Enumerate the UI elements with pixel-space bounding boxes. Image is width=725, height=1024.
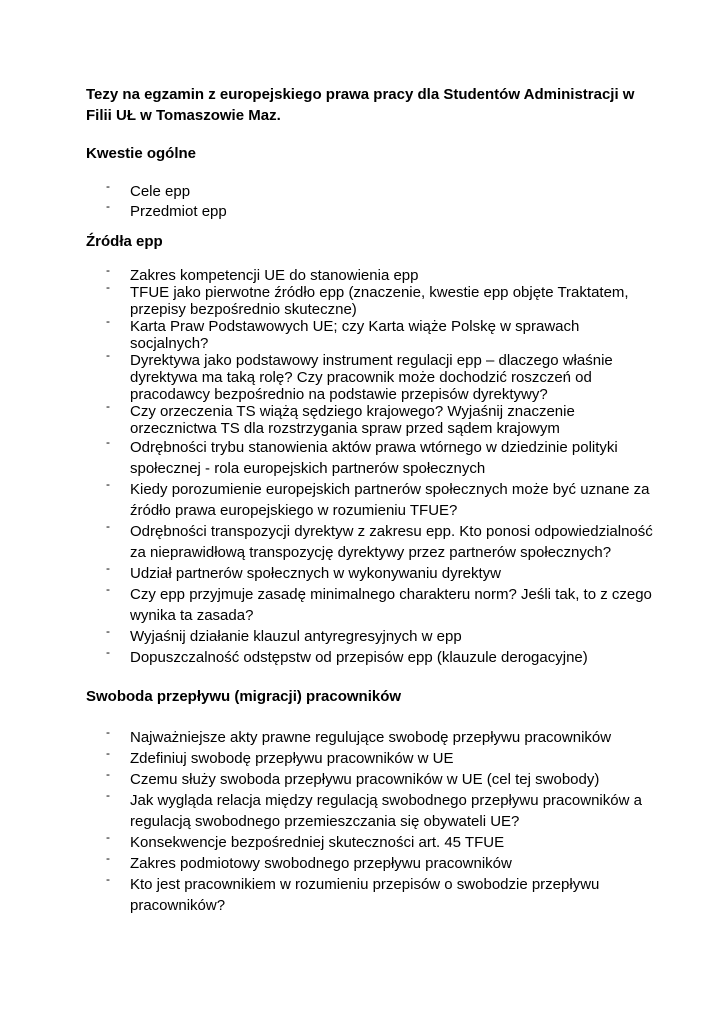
list-item: - TFUE jako pierwotne źródło epp (znaczenie, kwestie epp objęte Traktatem, przepisy bezpośrednio skuteczne) (106, 280, 629, 318)
bullet-dash: - (106, 767, 110, 781)
bullet-dash: - (106, 477, 110, 491)
list-item: - Karta Praw Podstawowych UE; czy Karta wiąże Polskę w sprawach socjalnych? (106, 314, 580, 352)
bullet-dash: - (106, 399, 110, 413)
list-item: - Udział partnerów społecznych w wykonywaniu dyrektyw (86, 563, 656, 584)
bullet-dash: - (106, 199, 110, 213)
bullet-dash: - (106, 280, 110, 294)
list-item: - Czy epp przyjmuje zasadę minimalnego charakteru norm? Jeśli tak, to z czego wynika ta zasada? (86, 584, 656, 626)
list-item: - Jak wygląda relacja między regulacją swobodnego przepływu pracowników a regulacją swobodnego przemieszczania się obywateli UE? (86, 790, 656, 832)
list-item: - Zdefiniuj swobodę przepływu pracowników w UE (86, 748, 656, 769)
bullet-dash: - (106, 851, 110, 865)
bullet-dash: - (106, 582, 110, 596)
section-heading-sources: Źródła epp (86, 233, 163, 250)
list-item: - Dopuszczalność odstępstw od przepisów epp (klauzule derogacyjne) (86, 647, 656, 668)
bullet-dash: - (106, 645, 110, 659)
bullet-dash: - (106, 348, 110, 362)
list-item: - Dyrektywa jako podstawowy instrument regulacji epp – dlaczego właśnie dyrektywa ma taką rolę? Czy pracownik może dochodzić roszczeń od pracodawcy bezpośrednio na podstawie przepisów dyrektywy? (106, 348, 613, 403)
list-item: - Przedmiot epp (106, 199, 227, 220)
bullet-dash: - (106, 314, 110, 328)
list-item: - Kiedy porozumienie europejskich partnerów społecznych może być uznane za źródło prawa europejskiego w rozumieniu TFUE? (86, 479, 656, 521)
bullet-dash: - (106, 830, 110, 844)
list-item: - Zakres podmiotowy swobodnego przepływu pracowników (86, 853, 656, 874)
section-heading-general: Kwestie ogólne (86, 145, 197, 162)
bullet-dash: - (106, 872, 110, 886)
list-item: - Odrębności trybu stanowienia aktów prawa wtórnego w dziedzinie polityki społecznej - rola europejskich partnerów społecznych (86, 437, 656, 479)
bullet-dash: - (106, 519, 110, 533)
list-item: - Cele epp (106, 179, 191, 200)
bullet-dash: - (106, 624, 110, 638)
list-item: - Najważniejsze akty prawne regulujące swobodę przepływu pracowników (86, 727, 656, 748)
document-title: Tezy na egzamin z europejskiego prawa pracy dla Studentów Administracji w Filii UŁ w Tomaszowie Maz. (86, 86, 635, 124)
list-item: - Czemu służy swoboda przepływu pracowników w UE (cel tej swobody) (86, 769, 656, 790)
bullet-dash: - (106, 263, 110, 277)
bullet-dash: - (106, 725, 110, 739)
list-item: - Konsekwencje bezpośredniej skuteczności art. 45 TFUE (86, 832, 656, 853)
bullet-dash: - (106, 746, 110, 760)
list-item: - Zakres kompetencji UE do stanowienia epp (106, 263, 419, 284)
list-item: - Czy orzeczenia TS wiążą sędziego krajowego? Wyjaśnij znaczenie orzecznictwa TS dla rozstrzygania spraw przed sądem krajowym (106, 399, 575, 437)
list-item: - Odrębności transpozycji dyrektyw z zakresu epp. Kto ponosi odpowiedzialność za nieprawidłową transpozycję dyrektywy przez partnerów społecznych? (86, 521, 656, 563)
section-list-free-movement (86, 727, 656, 916)
bullet-dash: - (106, 788, 110, 802)
section-heading-free-movement: Swoboda przepływu (migracji) pracowników (86, 688, 402, 705)
bullet-dash: - (106, 561, 110, 575)
section-list-sources (86, 263, 656, 668)
list-item: - Kto jest pracownikiem w rozumieniu przepisów o swobodzie przepływu pracowników? (86, 874, 656, 916)
section-list-general (86, 179, 656, 220)
bullet-dash: - (106, 435, 110, 449)
list-item: - Wyjaśnij działanie klauzul antyregresyjnych w epp (86, 626, 656, 647)
bullet-dash: - (106, 179, 110, 193)
